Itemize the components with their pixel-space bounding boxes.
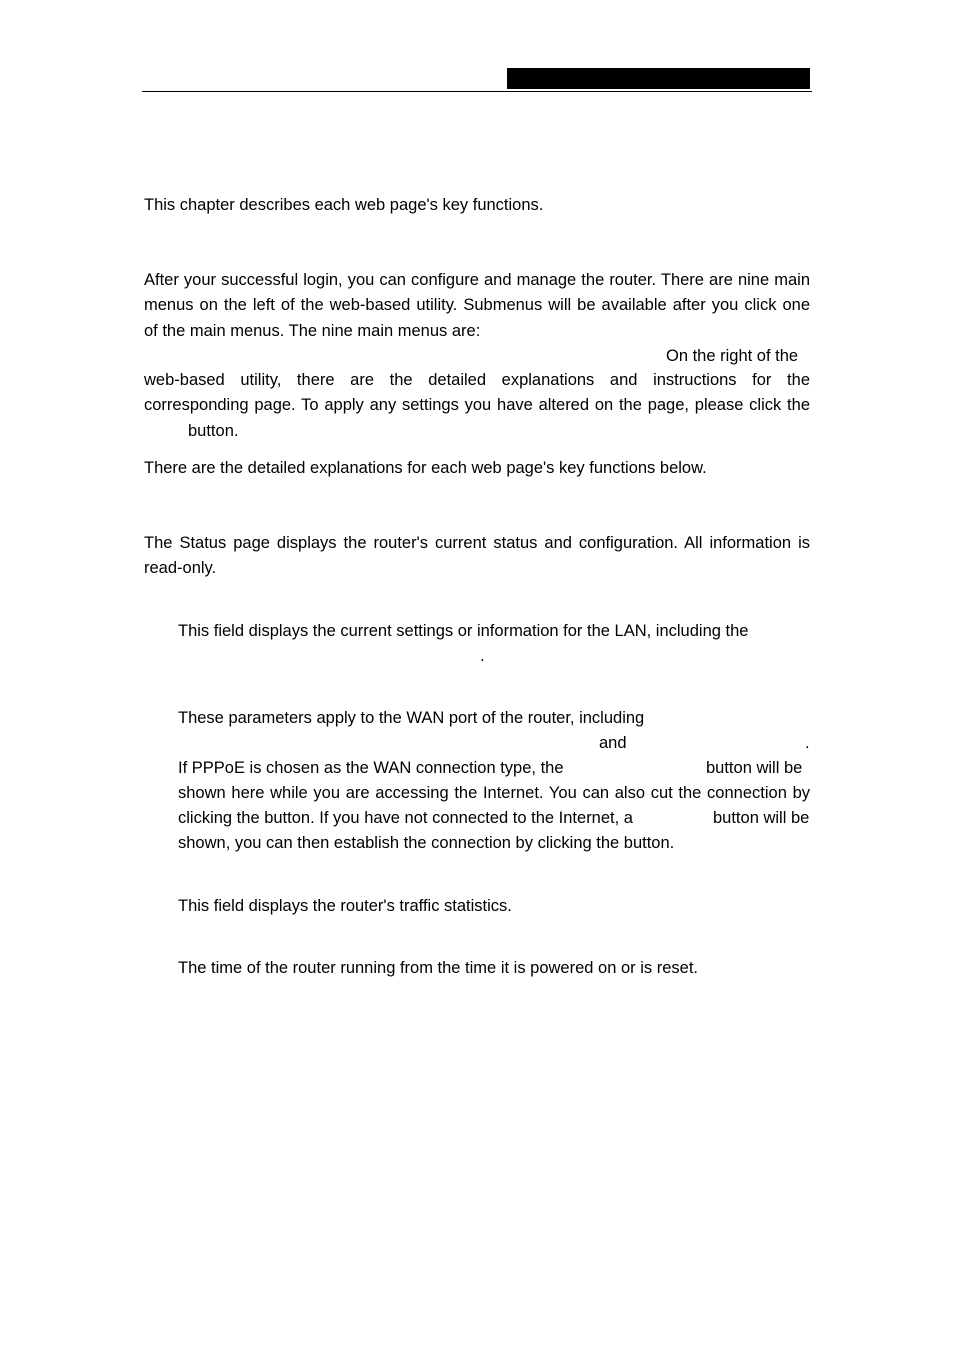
- status-line2: read-only.: [144, 559, 217, 577]
- wan-line2-period: .: [805, 734, 810, 752]
- wan-line5-start: clicking the button. If you have not connected to the Internet, a: [178, 809, 633, 827]
- wan-line3-start: If PPPoE is chosen as the WAN connection type, the: [178, 759, 564, 777]
- wan-line1: These parameters apply to the WAN port of the router, including: [178, 709, 645, 727]
- wan-line4: shown here while you are accessing the Internet. You can also cut the connection by: [178, 784, 810, 802]
- para1-line7: button.: [188, 422, 239, 440]
- traffic-text: This field displays the router's traffic statistics.: [178, 897, 512, 915]
- para1-line4: On the right of the: [666, 347, 799, 365]
- wan-line2-and: and: [599, 734, 627, 752]
- para1-line2: menus on the left of the web-based utility. Submenus will be available after you click one: [144, 296, 810, 314]
- header-bar: [507, 68, 810, 89]
- wan-line5-end: button will be: [713, 809, 810, 827]
- intro-text: This chapter describes each web page's key functions.: [144, 196, 544, 214]
- lan-line2: .: [480, 647, 485, 665]
- wan-line3-end: button will be: [706, 759, 803, 777]
- para2-text: There are the detailed explanations for each web page's key functions below.: [144, 459, 707, 477]
- para1-line5: web-based utility, there are the detailed explanations and instructions for the: [144, 371, 810, 389]
- status-line1: The Status page displays the router's current status and configuration. All information is: [144, 534, 810, 552]
- para1-line6: corresponding page. To apply any settings you have altered on the page, please click the: [144, 396, 810, 414]
- para1-line1: After your successful login, you can configure and manage the router. There are nine main: [144, 271, 810, 289]
- para1-line3: of the main menus. The nine main menus are:: [144, 322, 481, 340]
- uptime-text: The time of the router running from the time it is powered on or is reset.: [178, 959, 698, 977]
- header-rule: [142, 91, 812, 92]
- lan-line1: This field displays the current settings or information for the LAN, including the: [178, 622, 749, 640]
- wan-line6: shown, you can then establish the connection by clicking the button.: [178, 834, 675, 852]
